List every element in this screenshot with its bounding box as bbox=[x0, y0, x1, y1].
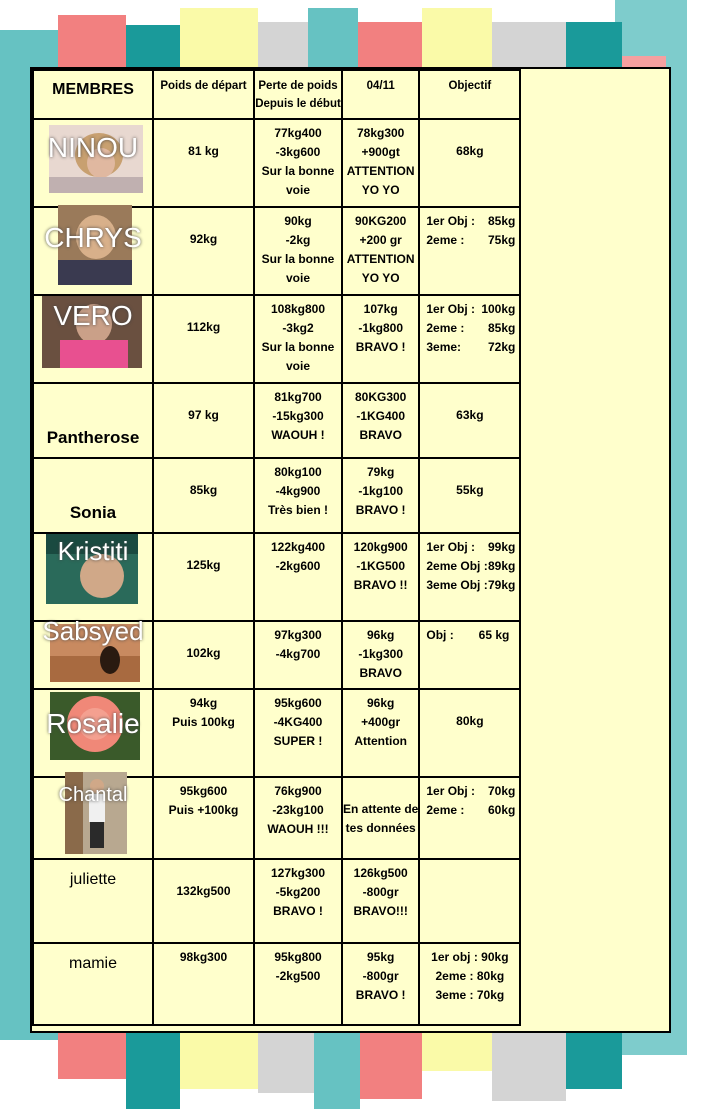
goal-cell bbox=[419, 295, 520, 383]
goal-cell: 80kg bbox=[419, 689, 520, 777]
table-row bbox=[33, 621, 520, 689]
decor-block bbox=[308, 8, 358, 70]
decor-block bbox=[422, 1033, 492, 1071]
table-row bbox=[33, 943, 520, 1025]
goal-line: 2eme : 85kg bbox=[426, 321, 516, 335]
member-cell bbox=[33, 458, 153, 533]
member-name: Sabsyed bbox=[42, 616, 144, 646]
goal-line: 1er Obj : 99kg bbox=[426, 540, 516, 554]
members-weight-table bbox=[32, 69, 521, 1026]
header-weight-loss-line2: Depuis le début bbox=[255, 98, 341, 110]
goal-cell: 63kg bbox=[419, 383, 520, 458]
date-weight-cell: 80KG300 -1KG400 BRAVO bbox=[342, 383, 419, 458]
table-row bbox=[33, 207, 520, 295]
decor-block bbox=[360, 1033, 422, 1099]
member-cell bbox=[33, 777, 153, 859]
member-name: CHRYS bbox=[44, 222, 142, 253]
table-row bbox=[33, 383, 520, 458]
member-name: Kristiti bbox=[57, 536, 129, 566]
goal-line: 3eme: 72kg bbox=[426, 340, 516, 354]
member-name: Rosalie bbox=[46, 708, 140, 739]
goal-cell bbox=[419, 859, 520, 943]
decor-block bbox=[422, 8, 492, 70]
goal-line: 3eme Obj : 79kg bbox=[426, 578, 516, 592]
weight-loss-cell: 97kg300 -4kg700 bbox=[254, 621, 342, 689]
date-weight-cell: 120kg900 -1KG500 BRAVO !! bbox=[342, 533, 419, 621]
header-row bbox=[33, 70, 520, 119]
date-weight-cell: En attente de tes données bbox=[342, 777, 419, 859]
member-name: Chantal bbox=[58, 784, 128, 806]
weight-loss-cell: 90kg -2kg Sur la bonne voie bbox=[254, 207, 342, 295]
goal-cell: 55kg bbox=[419, 458, 520, 533]
start-weight-cell: 125kg bbox=[153, 533, 254, 621]
goal-line: 1er Obj : 100kg bbox=[426, 302, 516, 316]
date-weight-cell: 90KG200 +200 gr ATTENTION YO YO bbox=[342, 207, 419, 295]
goal-cell bbox=[419, 621, 520, 689]
start-weight-cell: 85kg bbox=[153, 458, 254, 533]
goal-cell bbox=[419, 777, 520, 859]
start-weight-cell: 81 kg bbox=[153, 119, 254, 207]
goal-line: 2eme : 60kg bbox=[426, 803, 516, 817]
weight-loss-cell: 77kg400 -3kg600 Sur la bonne voie bbox=[254, 119, 342, 207]
weight-loss-cell: 95kg600 -4KG400 SUPER ! bbox=[254, 689, 342, 777]
table-row bbox=[33, 458, 520, 533]
member-name: juliette bbox=[69, 871, 117, 888]
decor-block bbox=[180, 1033, 258, 1089]
table-row bbox=[33, 859, 520, 943]
start-weight-cell: 97 kg bbox=[153, 383, 254, 458]
header-goal: Objectif bbox=[419, 70, 520, 119]
table-row bbox=[33, 777, 520, 859]
header-members: MEMBRES bbox=[33, 70, 153, 119]
member-cell bbox=[33, 383, 153, 458]
goal-cell: 68kg bbox=[419, 119, 520, 207]
date-weight-cell: 78kg300 +900gt ATTENTION YO YO bbox=[342, 119, 419, 207]
header-weight-loss bbox=[254, 70, 342, 119]
weight-loss-cell: 95kg800 -2kg500 bbox=[254, 943, 342, 1025]
goal-line: 1er Obj : 85kg bbox=[426, 214, 516, 228]
member-cell bbox=[33, 859, 153, 943]
goal-cell bbox=[419, 207, 520, 295]
decor-block bbox=[566, 1033, 622, 1089]
decor-block bbox=[492, 22, 566, 70]
goal-line: 2eme : 75kg bbox=[426, 233, 516, 247]
member-cell bbox=[33, 295, 153, 383]
table-row bbox=[33, 119, 520, 207]
header-start-weight: Poids de départ bbox=[153, 70, 254, 119]
start-weight-cell: 92kg bbox=[153, 207, 254, 295]
start-weight-cell: 95kg600 Puis +100kg bbox=[153, 777, 254, 859]
start-weight-cell: 132kg500 bbox=[153, 859, 254, 943]
table-row bbox=[33, 295, 520, 383]
start-weight-cell: 94kg Puis 100kg bbox=[153, 689, 254, 777]
date-weight-cell: 79kg -1kg100 BRAVO ! bbox=[342, 458, 419, 533]
member-cell bbox=[33, 943, 153, 1025]
goal-line: 2eme Obj : 89kg bbox=[426, 559, 516, 573]
table-row bbox=[33, 689, 520, 777]
member-cell bbox=[33, 533, 153, 621]
decor-block bbox=[258, 1033, 314, 1093]
member-cell bbox=[33, 207, 153, 295]
member-cell bbox=[33, 119, 153, 207]
decor-block bbox=[566, 22, 622, 70]
start-weight-cell: 98kg300 bbox=[153, 943, 254, 1025]
weight-loss-cell: 108kg800 -3kg2 Sur la bonne voie bbox=[254, 295, 342, 383]
date-weight-cell: 126kg500 -800gr BRAVO!!! bbox=[342, 859, 419, 943]
member-name: NINOU bbox=[47, 132, 139, 163]
date-weight-cell: 107kg -1kg800 BRAVO ! bbox=[342, 295, 419, 383]
table-row bbox=[33, 533, 520, 621]
decor-block bbox=[126, 25, 180, 70]
date-weight-cell: 96kg +400gr Attention bbox=[342, 689, 419, 777]
date-weight-cell: 96kg -1kg300 BRAVO bbox=[342, 621, 419, 689]
weight-loss-cell: 81kg700 -15kg300 WAOUH ! bbox=[254, 383, 342, 458]
weight-loss-cell: 127kg300 -5kg200 BRAVO ! bbox=[254, 859, 342, 943]
header-weight-loss-line1: Perte de poids bbox=[258, 80, 338, 92]
goal-line: Obj : 65 kg bbox=[426, 628, 510, 642]
start-weight-cell: 102kg bbox=[153, 621, 254, 689]
goal-cell bbox=[419, 533, 520, 621]
member-name: Pantherose bbox=[46, 428, 140, 447]
weight-loss-cell: 122kg400 -2kg600 bbox=[254, 533, 342, 621]
goal-cell: 1er obj : 90kg 2eme : 80kg 3eme : 70kg bbox=[419, 943, 520, 1025]
date-weight-cell: 95kg -800gr BRAVO ! bbox=[342, 943, 419, 1025]
decor-block bbox=[180, 8, 258, 70]
decor-block bbox=[314, 1033, 360, 1109]
weight-loss-cell: 80kg100 -4kg900 Très bien ! bbox=[254, 458, 342, 533]
member-name: mamie bbox=[68, 955, 117, 972]
decor-block bbox=[258, 22, 308, 70]
member-name: Sonia bbox=[69, 503, 117, 522]
weight-tracking-sheet bbox=[30, 67, 671, 1033]
decor-block bbox=[58, 1033, 126, 1079]
member-name: VERO bbox=[53, 300, 133, 331]
member-cell bbox=[33, 616, 153, 689]
decor-block bbox=[58, 15, 126, 70]
decor-block bbox=[492, 1033, 566, 1101]
header-date: 04/11 bbox=[342, 70, 419, 119]
decor-block bbox=[126, 1033, 180, 1109]
weight-loss-cell: 76kg900 -23kg100 WAOUH !!! bbox=[254, 777, 342, 859]
member-cell bbox=[33, 689, 153, 777]
goal-line: 1er Obj : 70kg bbox=[426, 784, 516, 798]
decor-block bbox=[358, 22, 422, 70]
start-weight-cell: 112kg bbox=[153, 295, 254, 383]
